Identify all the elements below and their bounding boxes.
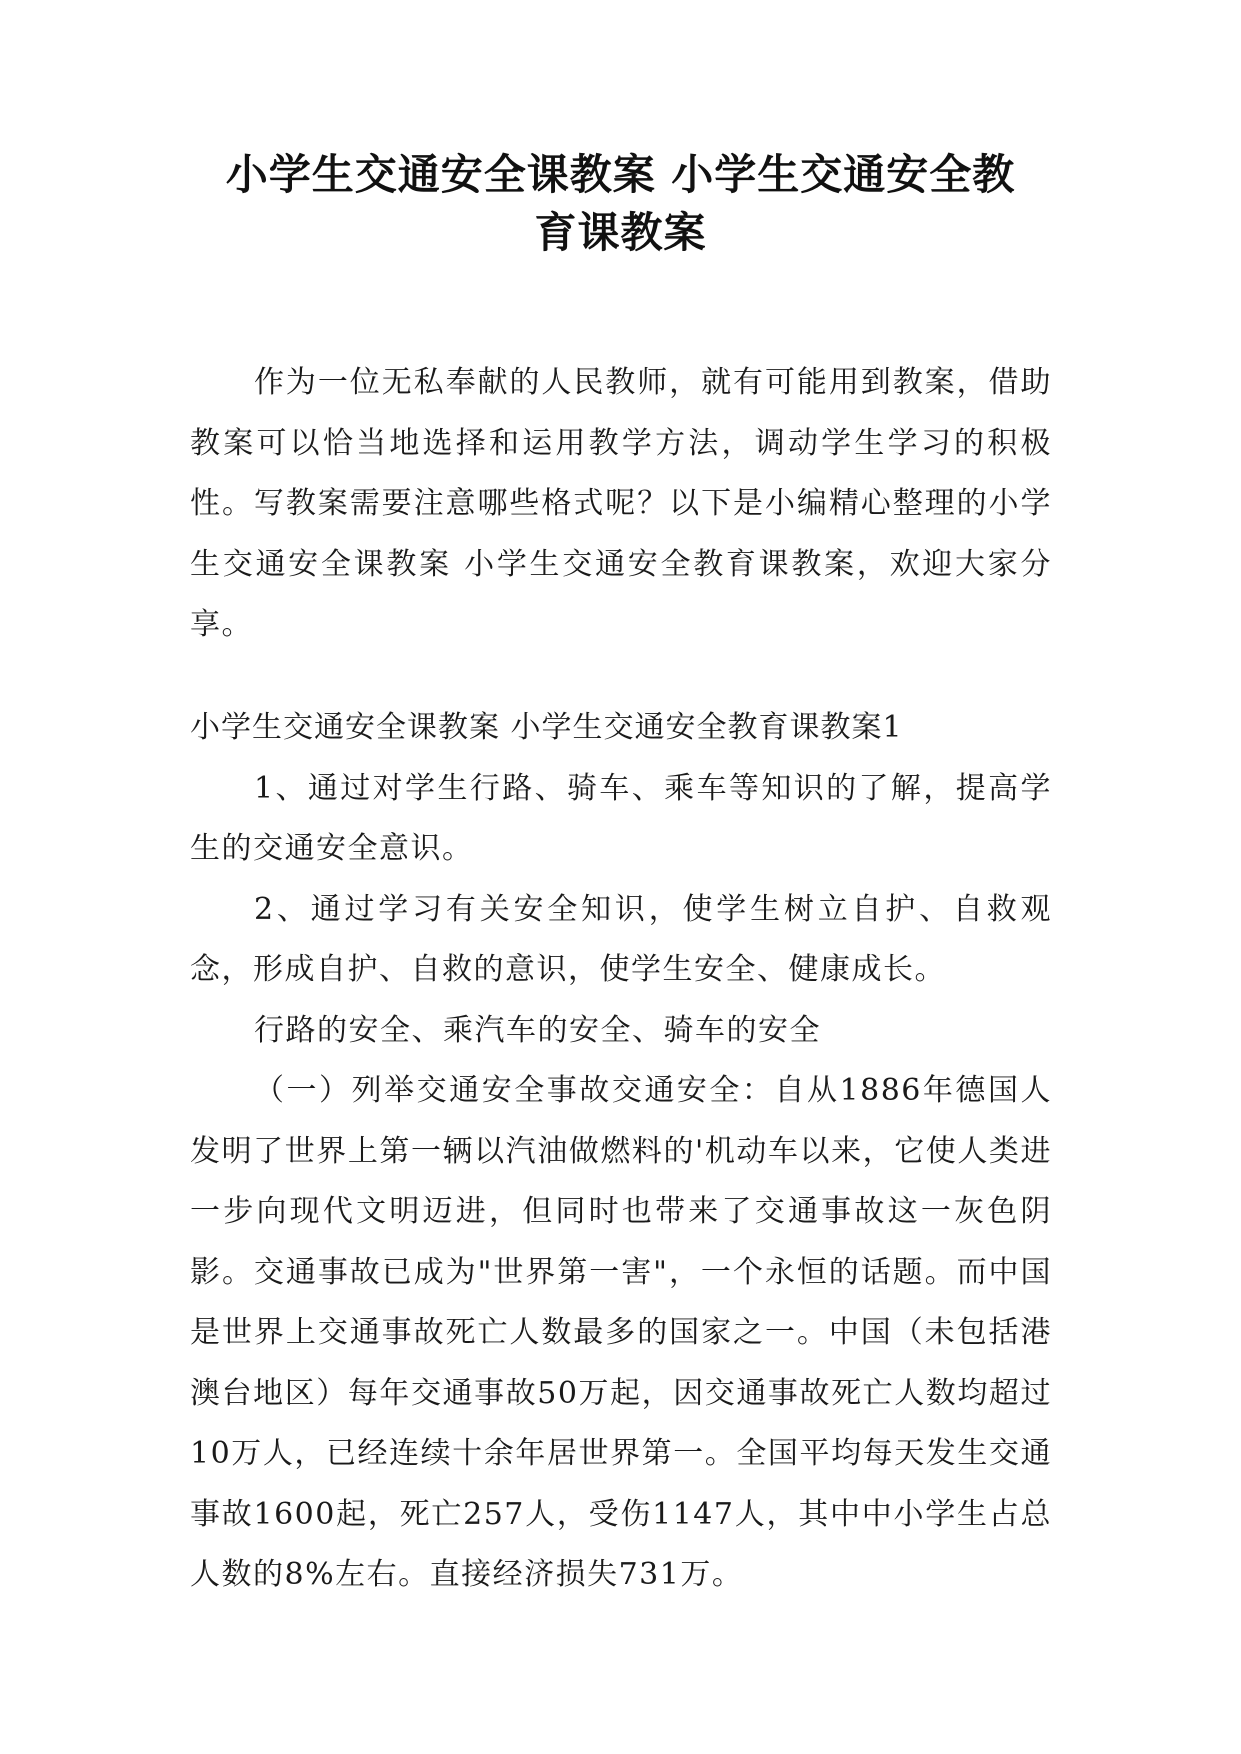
accident-stats-paragraph: （一）列举交通安全事故交通安全：自从1886年德国人发明了世界上第一辆以汽油做燃料的'机动车以来，它使人类进一步向现代文明迈进，但同时也带来了交通事故这一灰色阴影。交通事故已成为"世界第一害"，一个永恒的话题。而中国是世界上交通事故死亡人数最多的国家之一。中国（未包括港澳台地区）每年交通事故50万起，因交通事故死亡人数均超过10万人，已经连续十余年居世界第一。全国平均每天发生交通事故1600起，死亡257人，受伤1147人，其中中小学生占总人数的8%左右。直接经济损失731万。 — [190, 1073, 1052, 1592]
intro-block — [190, 353, 1052, 656]
lesson-section — [190, 698, 1052, 1606]
objective-paragraph-1: 1、通过对学生行路、骑车、乘车等知识的了解，提高学生的交通安全意识。 — [190, 770, 1052, 866]
intro-paragraph: 作为一位无私奉献的人民教师，就有可能用到教案，借助教案可以恰当地选择和运用教学方法，调动学生学习的积极性。写教案需要注意哪些格式呢？以下是小编精心整理的小学生交通安全课教案 小学生交通安全教育课教案，欢迎大家分享。 — [190, 365, 1052, 642]
title-line-1: 小学生交通安全课教案 小学生交通安全教 — [225, 150, 1016, 199]
section-heading: 小学生交通安全课教案 小学生交通安全教育课教案1 — [190, 710, 903, 745]
topics-paragraph: 行路的安全、乘汽车的安全、骑车的安全 — [254, 1012, 821, 1048]
title-line-2: 育课教案 — [534, 208, 707, 257]
document-title — [160, 146, 1081, 262]
objective-paragraph-2: 2、通过学习有关安全知识，使学生树立自护、自救观念，形成自护、自救的意识，使学生安全、健康成长。 — [190, 891, 1052, 987]
